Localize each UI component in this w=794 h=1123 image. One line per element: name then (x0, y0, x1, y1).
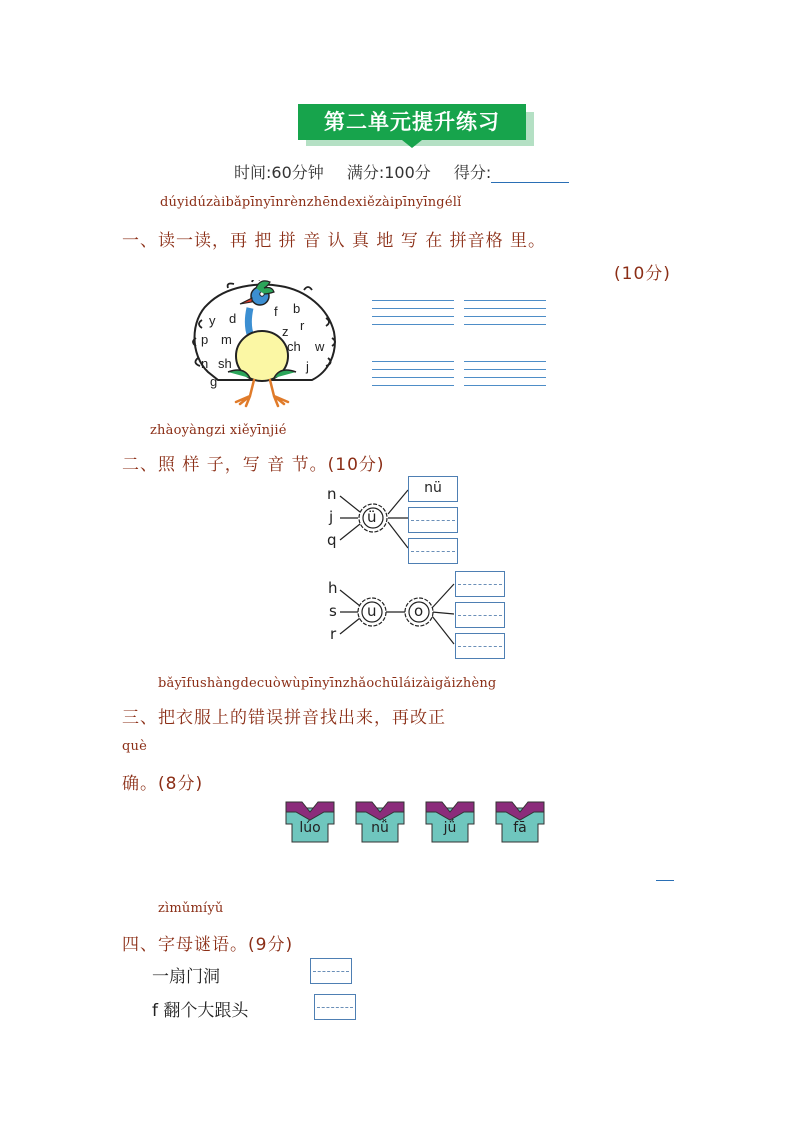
tail-letter: b (293, 301, 301, 316)
shirt-syllable: fā (513, 820, 527, 836)
shirt-syllable: lúo (299, 820, 321, 836)
initial-letter: s (329, 602, 337, 620)
center-vowel: ü (367, 508, 377, 526)
q4-pinyin: zìmǔmíyǔ (158, 901, 224, 916)
title-banner (298, 104, 534, 148)
q4-heading: 四、字母谜语。(9分) (122, 935, 294, 955)
writing-grid[interactable] (464, 300, 546, 324)
shirt-syllable: nǚ (371, 820, 389, 836)
q2-heading: 二、照 样 子，写 音 节。(10分) (122, 455, 385, 475)
example-syllable: nü (424, 480, 442, 496)
peacock-illustration (188, 280, 338, 408)
initial-letter: n (327, 485, 337, 503)
tail-letter: g (210, 374, 218, 389)
shirt-syllable: jǘ (443, 820, 457, 836)
time-limit: 时间:60分钟 (234, 163, 324, 182)
riddle-answer-box[interactable] (314, 994, 356, 1020)
tail-letter: r (300, 318, 305, 333)
riddle-answer-box[interactable] (310, 958, 352, 984)
answer-line[interactable] (656, 880, 674, 881)
initial-letter: j (329, 508, 334, 526)
initial-letter: h (328, 579, 338, 597)
tail-letter: d (229, 311, 237, 326)
answer-box[interactable] (408, 507, 458, 533)
q1-points: (10分) (614, 264, 671, 284)
center-vowel: o (414, 602, 424, 620)
riddle-item: f 翻个大跟头 (152, 1001, 249, 1021)
exam-meta (234, 160, 587, 183)
score-blank[interactable] (491, 168, 569, 183)
q3-pinyin: bǎyīfushàngdecuòwùpīnyīnzhǎochūláizàigǎizhèng (158, 676, 497, 691)
tail-letter: j (306, 359, 309, 374)
riddle-item: 一扇门洞 (152, 967, 220, 987)
initial-letter: r (330, 625, 337, 643)
tail-letter: m (221, 332, 232, 347)
tail-letter: n (201, 356, 209, 371)
q3-pinyin-2: què (122, 739, 147, 754)
answer-box-example (408, 476, 458, 502)
page-title: 第二单元提升练习 (298, 104, 526, 140)
q1-pinyin: dúyidúzàibǎpīnyīnrènzhēndexiězàipīnyīngélǐ (160, 195, 462, 210)
answer-box[interactable] (455, 602, 505, 628)
answer-box[interactable] (455, 633, 505, 659)
q2-pinyin: zhàoyàngzi xiěyīnjié (150, 423, 287, 438)
q1-heading: 一、读一读，再 把 拼 音 认 真 地 写 在 拼音格 里。 (122, 231, 547, 251)
writing-grid[interactable] (372, 300, 454, 324)
center-vowel: u (367, 602, 377, 620)
score-label: 得分: (453, 163, 492, 182)
tail-letter: y (209, 313, 216, 328)
tail-letter: sh (218, 356, 232, 371)
q3-heading: 三、把衣服上的错误拼音找出来，再改正 (122, 708, 446, 728)
initial-letter: q (327, 531, 337, 549)
answer-box[interactable] (408, 538, 458, 564)
banner-notch (402, 140, 422, 148)
q3-heading-2: 确。(8分) (122, 774, 204, 794)
peacock-legs-icon (236, 380, 288, 406)
tail-letter: p (201, 332, 209, 347)
writing-grid[interactable] (372, 361, 454, 385)
tail-letter: f (274, 304, 278, 319)
tail-letter: w (315, 339, 325, 354)
answer-box[interactable] (455, 571, 505, 597)
tail-letter: z (282, 324, 289, 339)
full-score: 满分:100分 (346, 163, 431, 182)
writing-grid[interactable] (464, 361, 546, 385)
tail-letter: ch (287, 339, 301, 354)
